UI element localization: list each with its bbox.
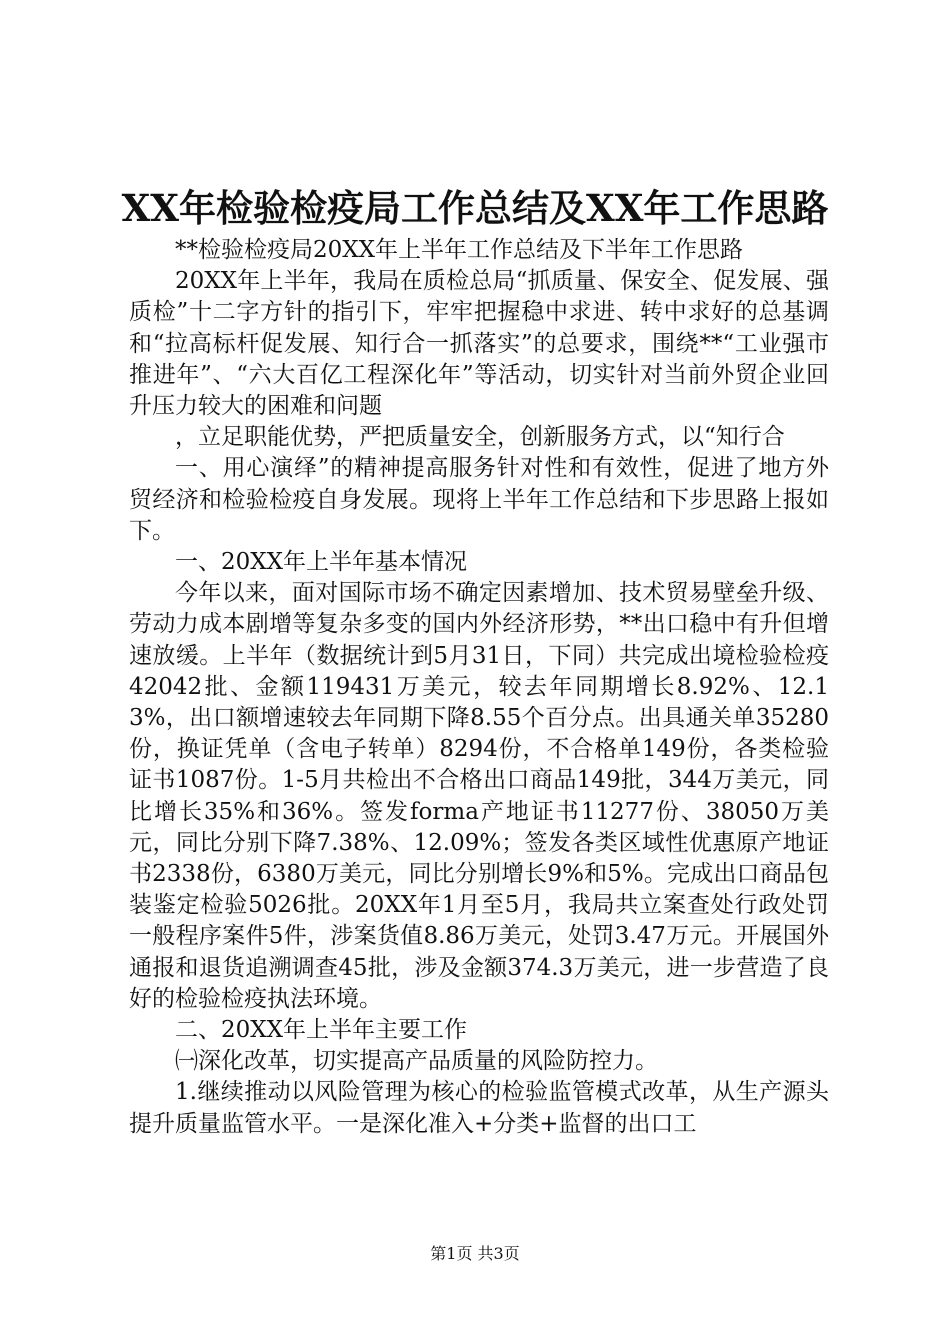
document-body [129,235,829,1140]
paragraph-intro: 20XX年上半年，我局在质检总局“抓质量、保安全、促发展、强质检”十二字方针的指引下，牢牢把握稳中求进、转中求好的总基调和“拉高标杆促发展、知行合一抓落实”的总要求，围绕**“工业强市推进年”、“六大百亿工程深化年”等活动，切实针对当前外贸企业回升压力较大的困难和问题 [129,268,829,420]
section-heading-main-work: 二、20XX年上半年主要工作 [175,1017,468,1044]
document-title: XX年检验检疫局工作总结及XX年工作思路 [121,186,829,230]
subsection-heading-reform: ㈠深化改革，切实提高产品质量的风险防控力。 [175,1048,658,1075]
page-footer: 第1页 共3页 [430,1244,520,1263]
section-heading-basic-situation: 一、20XX年上半年基本情况 [175,549,468,576]
paragraph-intro-conclusion: 一、用心演绎”的精神提高服务针对性和有效性，促进了地方外贸经济和检验检疫自身发展。现将上半年工作总结和下步思路上报如下。 [129,455,829,544]
paragraph-reform-item-1: 1.继续推动以风险管理为核心的检验监管模式改革，从生产源头提升质量监管水平。一是深化准入+分类+监督的出口工 [129,1079,829,1137]
paragraph-basic-situation: 今年以来，面对国际市场不确定因素增加、技术贸易壁垒升级、劳动力成本剧增等复杂多变的国内外经济形势，**出口稳中有升但增速放缓。上半年（数据统计到5月31日，下同）共完成出境检验检疫42042批、金额119431万美元，较去年同期增长8.92%、12.13%，出口额增速较去年同期下降8.55个百分点。出具通关单35280份，换证凭单（含电子转单）8294份，不合格单149份，各类检验证书1087份。1-5月共检出不合格出口商品149批，344万美元，同比增长35%和36%。签发forma产地证书11277份、38050万美元，同比分别下降7.38%、12.09%；签发各类区域性优惠原产地证书2338份，6380万美元，同比分别增长9%和5%。完成出口商品包装鉴定检验5026批。20XX年1月至5月，我局共立案查处行政处罚一般程序案件5件，涉案货值8.86万美元，处罚3.47万元。开展国外通报和退货追溯调查45批，涉及金额374.3万美元，进一步营造了良好的检验检疫执法环境。 [129,580,829,1012]
paragraph-intro-continued: ，立足职能优势，严把质量安全，创新服务方式，以“知行合 [175,424,785,451]
paragraph-subtitle: **检验检疫局20XX年上半年工作总结及下半年工作思路 [175,237,744,263]
